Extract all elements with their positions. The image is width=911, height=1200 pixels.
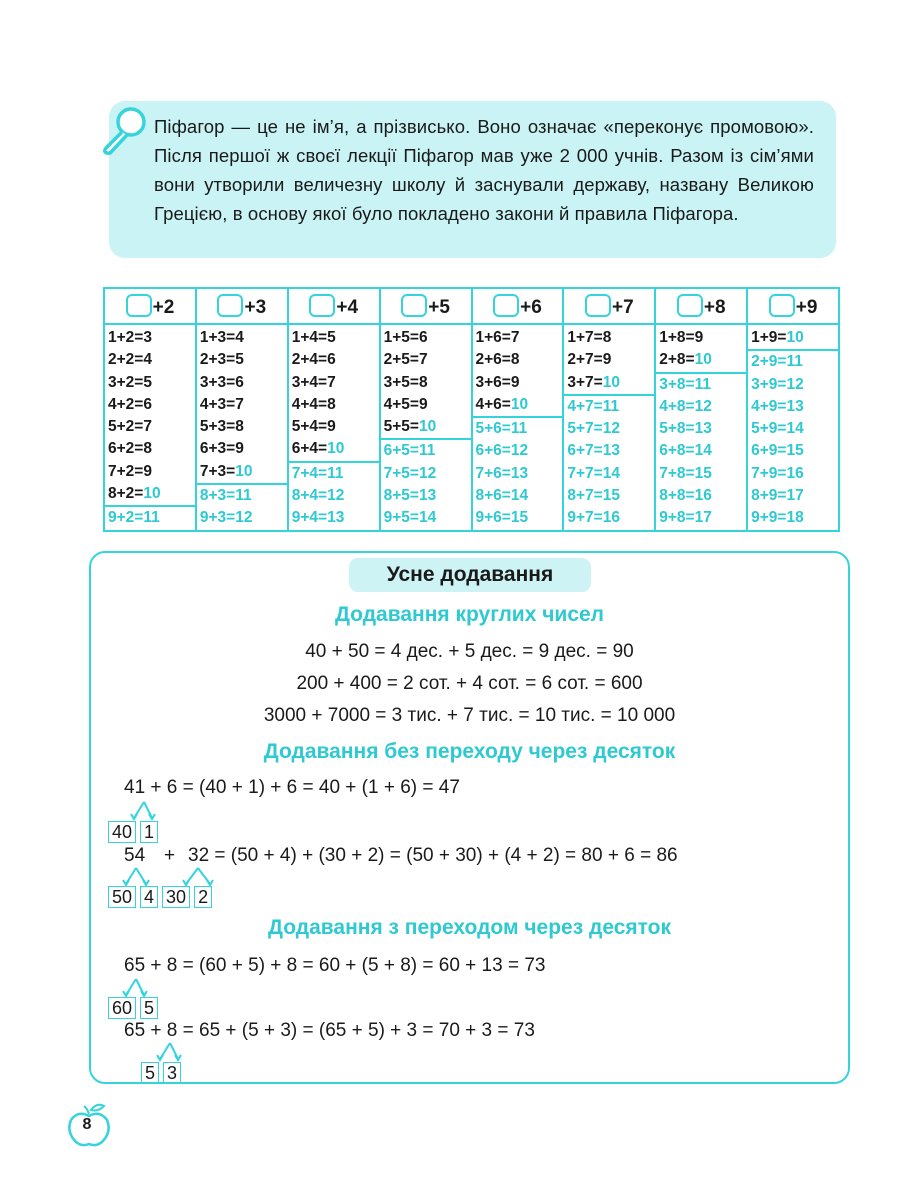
fact-row: 4+9=13 (751, 397, 804, 415)
blank-box-icon (677, 294, 703, 317)
round-example-3: 3000 + 7000 = 3 тис. + 7 тис. = 10 тис. = 10 000 (263, 705, 676, 726)
fact-row: 5+6=11 (475, 420, 528, 438)
column-header (104, 288, 196, 324)
fact-row: 9+9=18 (751, 509, 804, 527)
fact-row: 3+6=9 (475, 373, 520, 391)
page-number: 8 (82, 1116, 92, 1133)
fact-row: 6+2=8 (108, 440, 152, 458)
fact-row: 9+6=15 (475, 509, 529, 527)
fact-row: 9+4=13 (291, 509, 345, 527)
blank-box-icon (309, 294, 335, 317)
fact-note-text: Піфагор — це не ім’я, а прізвисько. Воно означає «переконує промовою». Після першої ж своєї лекції Піфагор мав уже 2 000 учнів. Разом із сім’ями вони утворили величезну школу й заснували державу, названу Великою Грецією, в основу якої було покладено закони й правила Піфагора. (154, 116, 814, 224)
fact-row: 8+7=15 (567, 487, 620, 505)
fact-row: 2+9=11 (751, 353, 803, 371)
part-box: 40 (108, 821, 136, 843)
split-arrows-icon (116, 866, 226, 888)
part-box: 5 (140, 997, 158, 1019)
part-box: 60 (108, 997, 136, 1019)
column-header (196, 288, 288, 324)
fact-row: 7+8=15 (659, 464, 712, 482)
column-header (472, 288, 564, 324)
fact-row: 6+5=11 (383, 442, 436, 460)
section-title: Усне додавання (349, 558, 591, 592)
fact-column (472, 324, 564, 531)
fact-row: 7+3=10 (197, 461, 287, 485)
split-arrows-icon (116, 977, 156, 999)
fact-column (196, 324, 288, 531)
fact-row: 1+4=5 (291, 329, 336, 346)
fact-row: 2+8=10 (656, 349, 746, 373)
blank-box-icon (493, 294, 519, 317)
fact-row: 3+9=12 (751, 375, 804, 393)
column-header (288, 288, 380, 324)
fact-row: 5+2=7 (108, 418, 152, 436)
fact-row: 8+8=16 (659, 487, 712, 505)
column-header-label: +7 (611, 296, 634, 318)
fact-row: 1+7=8 (567, 329, 612, 346)
column-header-label: +9 (795, 296, 818, 318)
addition-table (103, 287, 840, 532)
fact-row: 1+9=10 (748, 327, 838, 351)
decomposition-boxes (141, 1062, 185, 1084)
round-example-2: 200 + 400 = 2 сот. + 4 сот. = 6 сот. = 600 (296, 673, 643, 694)
fact-row: 9+7=16 (567, 509, 620, 527)
fact-row: 5+7=12 (567, 420, 620, 438)
fact-row: 2+6=8 (475, 351, 520, 369)
fact-row: 7+2=9 (108, 462, 152, 480)
fact-row: 2+2=4 (108, 351, 152, 369)
fact-row: 9+5=14 (383, 509, 437, 527)
fact-row: 5+9=14 (751, 420, 804, 438)
fact-row: 8+4=12 (291, 487, 345, 505)
magnifier-icon (100, 104, 150, 156)
split-arrows-icon (150, 1041, 190, 1063)
part-box: 5 (141, 1062, 159, 1084)
fact-row: 1+3=4 (199, 329, 244, 346)
fact-row: 8+3=11 (199, 487, 252, 505)
fact-row: 2+4=6 (291, 351, 336, 369)
part-box: 2 (194, 886, 212, 908)
blank-box-icon (126, 294, 152, 317)
fact-row: 4+4=8 (291, 395, 336, 413)
oral-addition-section (89, 551, 850, 1084)
fact-row: 3+3=6 (199, 373, 244, 391)
round-example-1: 40 + 50 = 4 дес. + 5 дес. = 9 дес. = 90 (305, 641, 634, 662)
fact-row: 7+9=16 (751, 464, 804, 482)
fact-row: 4+2=6 (108, 395, 152, 413)
fact-row: 6+8=14 (659, 442, 712, 460)
column-header (655, 288, 747, 324)
fact-row: 4+6=10 (473, 394, 563, 418)
fact-row: 1+8=9 (659, 329, 704, 346)
part-box: 4 (140, 886, 158, 908)
fact-column (380, 324, 472, 531)
fact-row: 6+3=9 (199, 440, 244, 458)
decomposition-boxes (108, 886, 216, 908)
column-header-label: +5 (428, 296, 450, 318)
fact-row: 6+9=15 (751, 442, 804, 460)
column-header-label: +8 (703, 296, 726, 318)
fact-row: 1+5=6 (383, 329, 428, 346)
blank-box-icon (769, 294, 795, 317)
fact-row: 7+5=12 (383, 464, 437, 482)
round-numbers-heading: Додавання круглих чисел (334, 603, 605, 626)
fact-row: 7+6=13 (475, 464, 529, 482)
part-box: 3 (163, 1062, 181, 1084)
fact-row: 9+8=17 (659, 509, 712, 527)
no-carry-example-2-rest: 32 = (50 + 4) + (30 + 2) = (50 + 30) + (4 + 2) = 80 + 6 = 86 (188, 845, 678, 866)
decomposition-boxes (108, 997, 162, 1019)
fact-row: 6+4=10 (289, 438, 379, 462)
fact-column (288, 324, 380, 531)
no-carry-heading: Додавання без переходу через десяток (263, 740, 676, 763)
fact-row: 7+7=14 (567, 464, 620, 482)
fact-row: 5+3=8 (199, 418, 244, 436)
addition-table-body (104, 324, 839, 531)
fact-row: 6+6=12 (475, 442, 529, 460)
fact-column (655, 324, 747, 531)
column-header-label: +3 (244, 296, 267, 318)
fact-row: 5+4=9 (291, 418, 336, 436)
split-arrows-icon (124, 800, 164, 822)
decomposition-boxes (108, 821, 162, 843)
fact-row: 5+8=13 (659, 420, 712, 438)
no-carry-example-2-first: 54 (124, 845, 146, 866)
fact-row: 8+2=10 (105, 483, 195, 507)
fact-row: 3+8=11 (659, 375, 711, 393)
fact-row: 3+4=7 (291, 373, 336, 391)
fact-row: 8+6=14 (475, 487, 529, 505)
fact-row: 4+7=11 (567, 397, 620, 415)
fact-row: 9+3=12 (199, 509, 253, 527)
part-box: 30 (162, 886, 190, 908)
fact-row: 4+8=12 (659, 397, 712, 415)
part-box: 50 (108, 886, 136, 908)
part-box: 1 (140, 821, 158, 843)
fact-row: 1+2=3 (108, 329, 152, 346)
fact-row: 2+3=5 (199, 351, 244, 369)
carry-heading: Додавання з переходом через десяток (267, 916, 672, 939)
fact-row: 8+5=13 (383, 487, 437, 505)
addition-table-header (104, 288, 839, 324)
column-header-label: +4 (336, 296, 359, 318)
fact-row: 2+7=9 (567, 351, 612, 369)
carry-example-1: 65 + 8 = (60 + 5) + 8 = 60 + (5 + 8) = 60 + 13 = 73 (124, 955, 546, 976)
fact-row: 7+4=11 (291, 464, 344, 482)
fact-row: 5+5=10 (381, 416, 471, 440)
carry-example-2: 65 + 8 = 65 + (5 + 3) = (65 + 5) + 3 = 70 + 3 = 73 (124, 1020, 535, 1041)
fact-row: 9+2=11 (108, 509, 160, 527)
no-carry-example-1: 41 + 6 = (40 + 1) + 6 = 40 + (1 + 6) = 47 (124, 777, 460, 798)
fact-row: 2+5=7 (383, 351, 428, 369)
column-header-label: +6 (520, 296, 542, 318)
column-header-label: +2 (152, 296, 175, 318)
column-header (380, 288, 472, 324)
fact-column (104, 324, 196, 531)
no-carry-example-2-plus: + (164, 845, 176, 866)
fact-row: 3+5=8 (383, 373, 428, 391)
fact-column (563, 324, 655, 531)
fact-row: 4+3=7 (199, 395, 244, 413)
fact-column (747, 324, 839, 531)
blank-box-icon (217, 294, 243, 317)
fact-row: 8+9=17 (751, 487, 804, 505)
fact-row: 3+2=5 (108, 373, 152, 391)
fact-row: 4+5=9 (383, 395, 428, 413)
blank-box-icon (401, 294, 427, 317)
blank-box-icon (585, 294, 611, 317)
fact-row: 3+7=10 (564, 372, 654, 396)
column-header (563, 288, 655, 324)
fact-row: 6+7=13 (567, 442, 620, 460)
fact-row: 1+6=7 (475, 329, 520, 346)
column-header (747, 288, 839, 324)
